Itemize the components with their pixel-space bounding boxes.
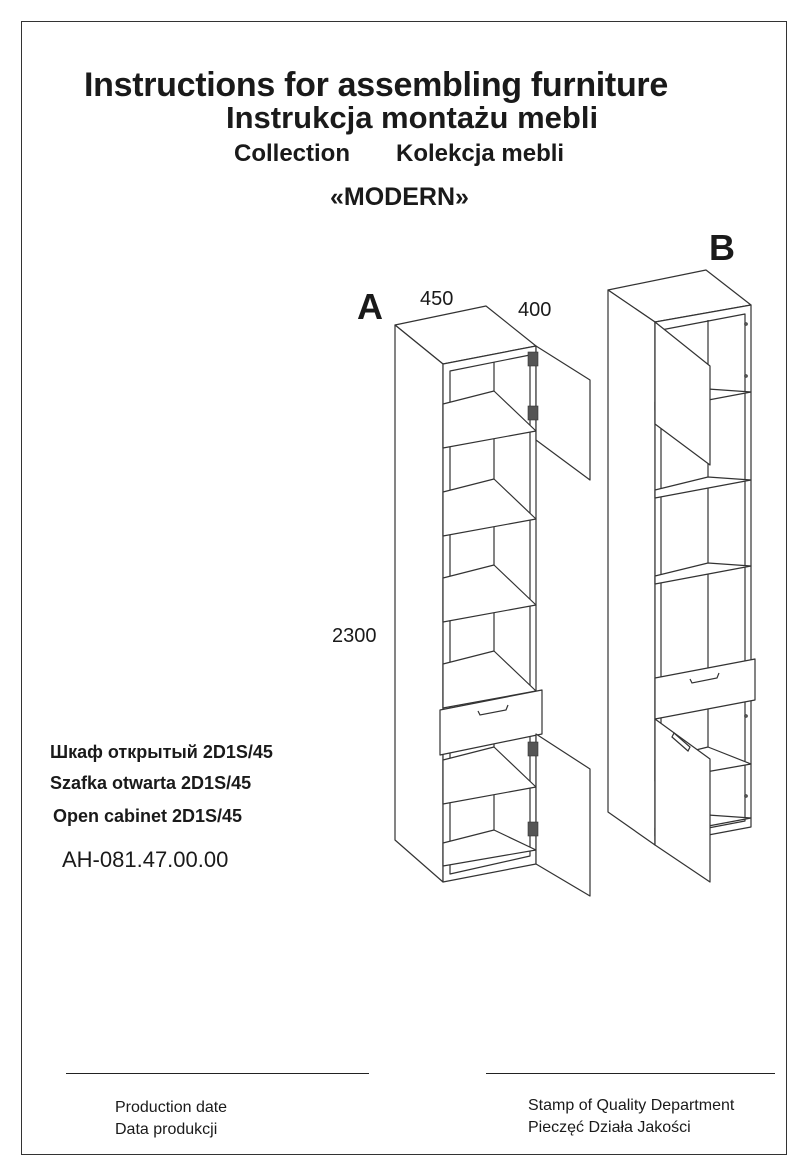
product-name-polish: Szafka otwarta 2D1S/45	[50, 773, 252, 793]
cabinet-b-drawing	[608, 270, 755, 882]
cabinet-b-label: B	[709, 227, 735, 268]
dimension-width: 450	[420, 288, 454, 310]
collection-name: «MODERN»	[330, 183, 469, 211]
collection-label-english: Collection	[234, 140, 351, 167]
production-date-label-english: Production date	[115, 1099, 228, 1116]
production-date-label-polish: Data produkcji	[115, 1121, 218, 1138]
product-name-russian: Шкаф открытый 2D1S/45	[50, 742, 273, 762]
stamp-label-polish: Pieczęć Działa Jakości	[528, 1119, 691, 1136]
stamp-label-english: Stamp of Quality Department	[528, 1097, 735, 1114]
stamp-line	[486, 1073, 775, 1074]
title-english: Instructions for assembling furniture	[84, 66, 668, 104]
dimension-height: 2300	[332, 625, 377, 647]
production-date-line	[66, 1073, 369, 1074]
cabinet-a-lower-door	[536, 734, 590, 896]
product-code: АН-081.47.00.00	[62, 847, 229, 872]
product-name-english: Open cabinet 2D1S/45	[53, 806, 243, 826]
collection-label-polish: Kolekcja mebli	[396, 140, 565, 167]
cabinet-a-drawing	[395, 306, 590, 896]
cabinet-a-upper-door	[536, 346, 590, 480]
cabinet-a-label: A	[357, 286, 383, 327]
title-polish: Instrukcja montażu mebli	[226, 100, 599, 135]
dimension-depth: 400	[518, 299, 552, 321]
